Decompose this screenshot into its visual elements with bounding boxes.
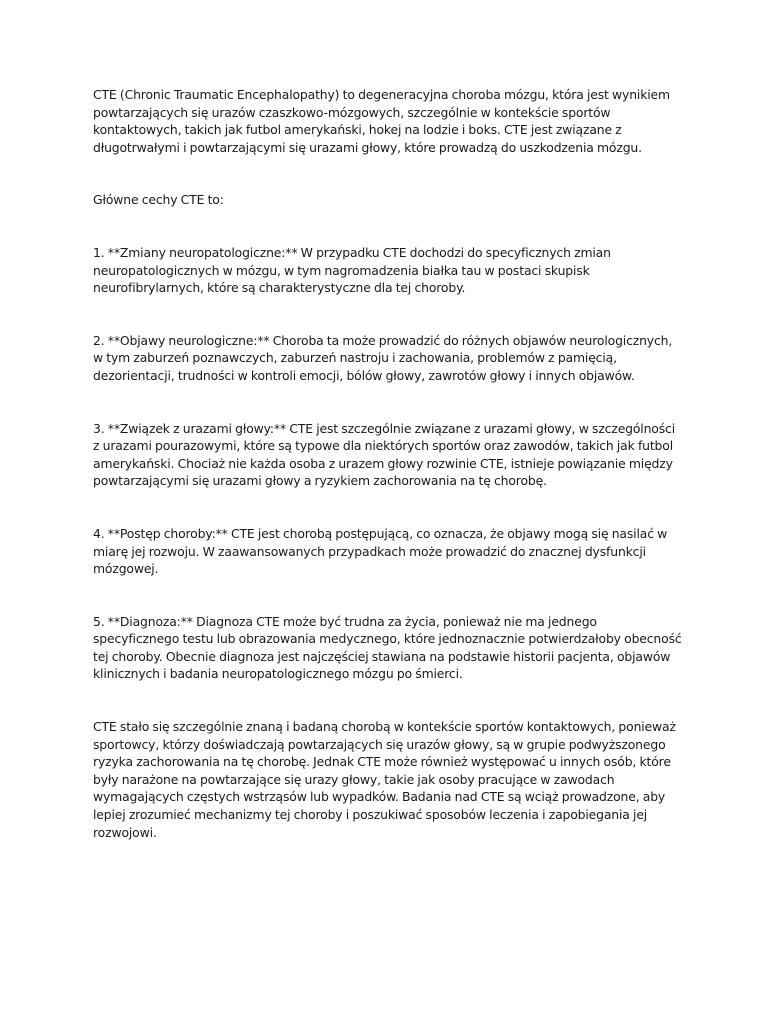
paragraph-spacer	[93, 209, 683, 244]
paragraph-spacer	[93, 683, 683, 718]
paragraph-spacer	[93, 385, 683, 420]
paragraph-spacer	[93, 297, 683, 332]
feature-item-5: 5. **Diagnoza:** Diagnoza CTE może być trudna za życia, ponieważ nie ma jednego specyficznego testu lub obrazowania medycznego, które jednoznacznie potwierdzałoby obecność tej choroby. Obecnie diagnoza jest najczęściej stawiana na podstawie historii pacjenta, objawów klinicznych i badania neuropatologicznego mózgu po śmierci.	[93, 613, 682, 682]
document-body	[93, 86, 683, 841]
paragraph-spacer	[93, 578, 683, 613]
feature-item-1: 1. **Zmiany neuropatologiczne:** W przypadku CTE dochodzi do specyficznych zmian neuropatologicznych w mózgu, w tym nagromadzenia białka tau w postaci skupisk neurofibrylarnych, które są charakterystyczne dla tej choroby.	[93, 244, 611, 296]
features-heading: Główne cechy CTE to:	[93, 192, 224, 208]
feature-item-2: 2. **Objawy neurologiczne:** Choroba ta może prowadzić do różnych objawów neurologicznych, w tym zaburzeń poznawczych, zaburzeń nastroju i zachowania, problemów z pamięcią, dezorientacji, trudności w kontroli emocji, bólów głowy, zawrotów głowy i innych objawów.	[93, 332, 673, 383]
paragraph-spacer	[93, 490, 683, 525]
intro-paragraph: CTE (Chronic Traumatic Encephalopathy) to degeneracyjna choroba mózgu, która jest wynikiem powtarzających się urazów czaszkowo-mózgowych, szczególnie w kontekście sportów kontaktowych, takich jak futbol amerykański, hokej na lodzie i boks. CTE jest związane z długotrwałymi i powtarzającymi się urazami głowy, które prowadzą do uszkodzenia mózgu.	[93, 87, 670, 155]
feature-item-3: 3. **Związek z urazami głowy:** CTE jest szczególnie związane z urazami głowy, w szczególności z urazami pourazowymi, które są typowe dla niektórych sportów oraz zawodów, takich jak futbol amerykański. Chociaż nie każda osoba z urazem głowy rozwinie CTE, istnieje powiązanie między powtarzającymi się urazami głowy a ryzykiem zachorowania na tę chorobę.	[93, 420, 675, 489]
feature-item-4: 4. **Postęp choroby:** CTE jest chorobą postępującą, co oznacza, że objawy mogą się nasilać w miarę jej rozwoju. W zaawansowanych przypadkach może prowadzić do znacznej dysfunkcji mózgowej.	[93, 525, 668, 577]
paragraph-spacer	[93, 156, 683, 191]
conclusion-paragraph: CTE stało się szczególnie znaną i badaną chorobą w kontekście sportów kontaktowych, ponieważ sportowcy, którzy doświadczają powtarzających się urazów głowy, są w grupie podwyższonego ryzyka zachorowania na tę chorobę. Jednak CTE może również występować u innych osób, które były narażone na powtarzające się urazy głowy, takie jak osoby pracujące w zawodach wymagających częstych wstrząsów lub wypadków. Badania nad CTE są wciąż prowadzone, aby lepiej zrozumieć mechanizmy tej choroby i poszukiwać sposobów leczenia i zapobiegania jej rozwojowi.	[93, 719, 676, 840]
